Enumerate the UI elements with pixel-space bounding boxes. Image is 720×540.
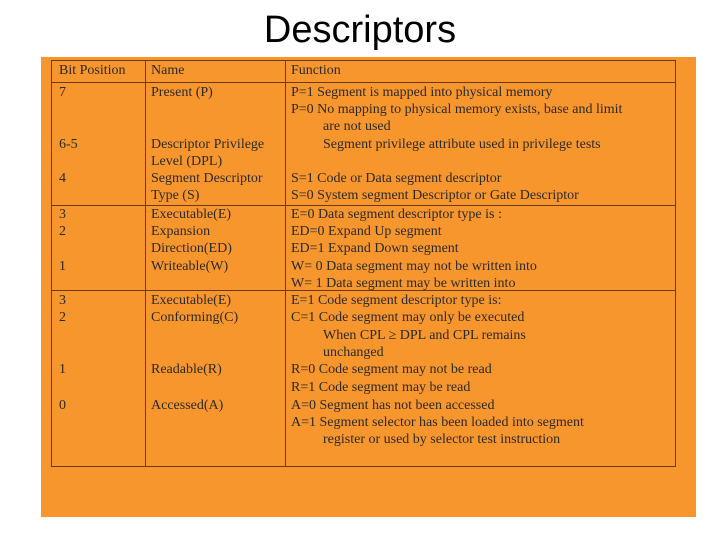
- name-cell: Level (DPL): [151, 154, 223, 169]
- name-cell: Direction(ED): [151, 241, 232, 256]
- name-cell: Descriptor Privilege: [151, 137, 265, 152]
- function-cell: W= 1 Data segment may be written into: [291, 276, 516, 291]
- function-cell: ED=1 Expand Down segment: [291, 241, 459, 256]
- bit-cell: 7: [59, 85, 66, 100]
- name-cell: Readable(R): [151, 362, 222, 377]
- function-cell: C=1 Code segment may only be executed: [291, 310, 525, 325]
- function-cell: E=0 Data segment descriptor type is :: [291, 207, 502, 222]
- function-cell: S=0 System segment Descriptor or Gate Descriptor: [291, 188, 579, 203]
- slide-title: Descriptors: [263, 9, 457, 51]
- bit-cell: 2: [59, 224, 66, 239]
- function-cell: E=1 Code segment descriptor type is:: [291, 293, 502, 308]
- function-cell: A=1 Segment selector has been loaded into segment: [291, 415, 584, 430]
- function-cell: P=1 Segment is mapped into physical memory: [291, 85, 553, 100]
- bit-cell: 2: [59, 310, 66, 325]
- bit-cell: 6-5: [59, 137, 78, 152]
- name-cell: Executable(E): [151, 293, 232, 308]
- bit-cell: 0: [59, 398, 66, 413]
- function-cell: When CPL ≥ DPL and CPL remains: [323, 328, 526, 343]
- name-cell: Writeable(W): [151, 259, 229, 274]
- function-cell: P=0 No mapping to physical memory exists, base and limit: [291, 102, 623, 117]
- bit-cell: 1: [59, 259, 66, 274]
- function-cell: Segment privilege attribute used in privilege tests: [323, 137, 601, 152]
- name-cell: Expansion: [151, 224, 211, 239]
- descriptor-table: [51, 60, 676, 467]
- bit-cell: 4: [59, 171, 66, 186]
- bit-cell: 1: [59, 362, 66, 377]
- column-divider: [145, 61, 146, 466]
- function-cell: register or used by selector test instruction: [323, 432, 561, 447]
- bit-cell: 3: [59, 207, 66, 222]
- name-cell: Type (S): [151, 188, 200, 203]
- function-cell: A=0 Segment has not been accessed: [291, 398, 495, 413]
- function-cell: S=1 Code or Data segment descriptor: [291, 171, 502, 186]
- header-divider: [52, 82, 675, 83]
- name-cell: Present (P): [151, 85, 213, 100]
- name-cell: Segment Descriptor: [151, 171, 263, 186]
- header-function: Function: [291, 63, 341, 78]
- function-cell: are not used: [323, 119, 391, 134]
- name-cell: Conforming(C): [151, 310, 239, 325]
- function-cell: unchanged: [323, 345, 384, 360]
- header-name: Name: [151, 63, 185, 78]
- function-cell: R=1 Code segment may be read: [291, 380, 471, 395]
- header-bit-position: Bit Position: [59, 63, 126, 78]
- name-cell: Accessed(A): [151, 398, 224, 413]
- column-divider: [285, 61, 286, 466]
- function-cell: R=0 Code segment may not be read: [291, 362, 492, 377]
- function-cell: W= 0 Data segment may not be written into: [291, 259, 537, 274]
- bit-cell: 3: [59, 293, 66, 308]
- name-cell: Executable(E): [151, 207, 232, 222]
- function-cell: ED=0 Expand Up segment: [291, 224, 442, 239]
